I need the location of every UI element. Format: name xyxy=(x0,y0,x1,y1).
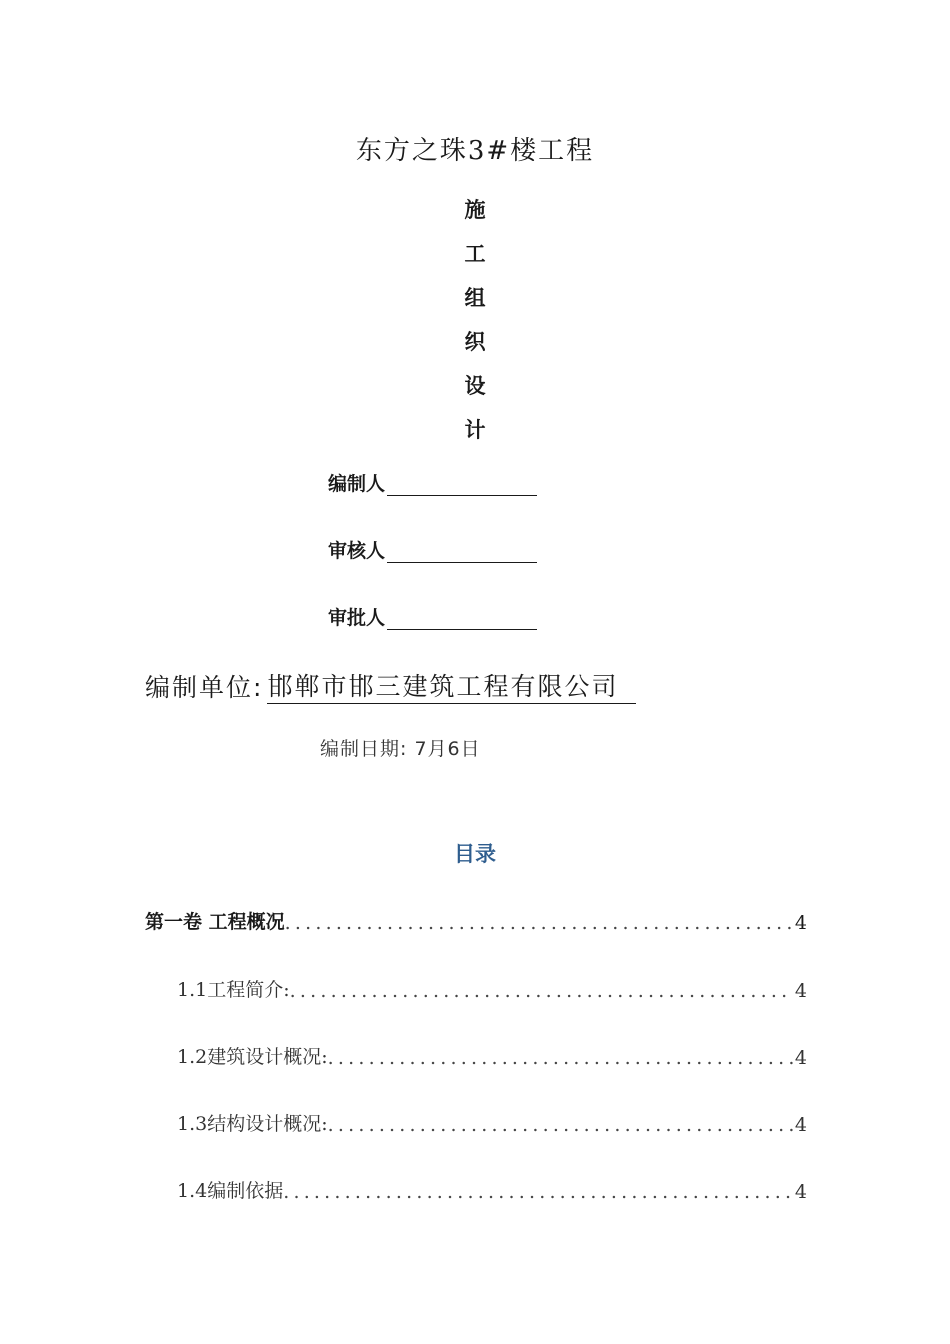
toc-entry-text: 1.3结构设计概况: xyxy=(177,1113,328,1135)
organization-label: 编制单位: xyxy=(145,673,264,702)
toc-dot-leader xyxy=(328,1114,793,1136)
signature-blank-line xyxy=(387,473,537,496)
signature-blank-line xyxy=(387,607,537,630)
organization-name: 邯郸市邯三建筑工程有限公司 xyxy=(267,667,636,704)
doc-title-char: 施 xyxy=(464,198,486,222)
toc-page-number: 4 xyxy=(794,1047,807,1069)
doc-title-char: 组 xyxy=(464,286,486,310)
signature-row-reviewer xyxy=(328,533,537,563)
toc-entry-text: 第一卷 工程概况 xyxy=(145,911,285,933)
organization-row xyxy=(145,664,636,704)
signature-row-approver xyxy=(328,600,537,630)
doc-title-char: 设 xyxy=(464,374,486,398)
toc-dot-leader xyxy=(285,912,793,934)
doc-title-char: 织 xyxy=(464,330,486,354)
project-title: 东方之珠3#楼工程 xyxy=(355,136,595,166)
toc-entry[interactable] xyxy=(177,1106,807,1136)
toc-entry-text: 1.1工程简介: xyxy=(177,979,290,1001)
toc-entry[interactable] xyxy=(177,1173,807,1203)
toc-page-number: 4 xyxy=(794,1114,807,1136)
toc-entry[interactable] xyxy=(177,972,807,1002)
toc-heading: 目录 xyxy=(454,842,496,866)
toc-dot-leader xyxy=(290,980,793,1002)
toc-entry-text: 1.2建筑设计概况: xyxy=(177,1046,328,1068)
toc-page-number: 4 xyxy=(794,912,807,934)
compile-date: 编制日期: 7月6日 xyxy=(320,738,481,760)
signature-label: 编制人 xyxy=(328,473,386,495)
document-title-vertical xyxy=(445,188,505,452)
signature-label: 审批人 xyxy=(328,607,386,629)
doc-title-char: 工 xyxy=(464,242,486,266)
toc-dot-leader xyxy=(328,1047,793,1069)
toc-entry[interactable] xyxy=(177,1039,807,1069)
toc-entry[interactable] xyxy=(145,904,807,934)
toc-page-number: 4 xyxy=(794,1181,807,1203)
toc-page-number: 4 xyxy=(794,980,807,1002)
doc-title-char: 计 xyxy=(464,418,486,442)
toc-entry-text: 1.4编制依据 xyxy=(177,1180,284,1202)
signature-blank-line xyxy=(387,540,537,563)
signature-label: 审核人 xyxy=(328,540,386,562)
signature-row-compiler xyxy=(328,466,537,496)
toc-dot-leader xyxy=(283,1181,793,1203)
